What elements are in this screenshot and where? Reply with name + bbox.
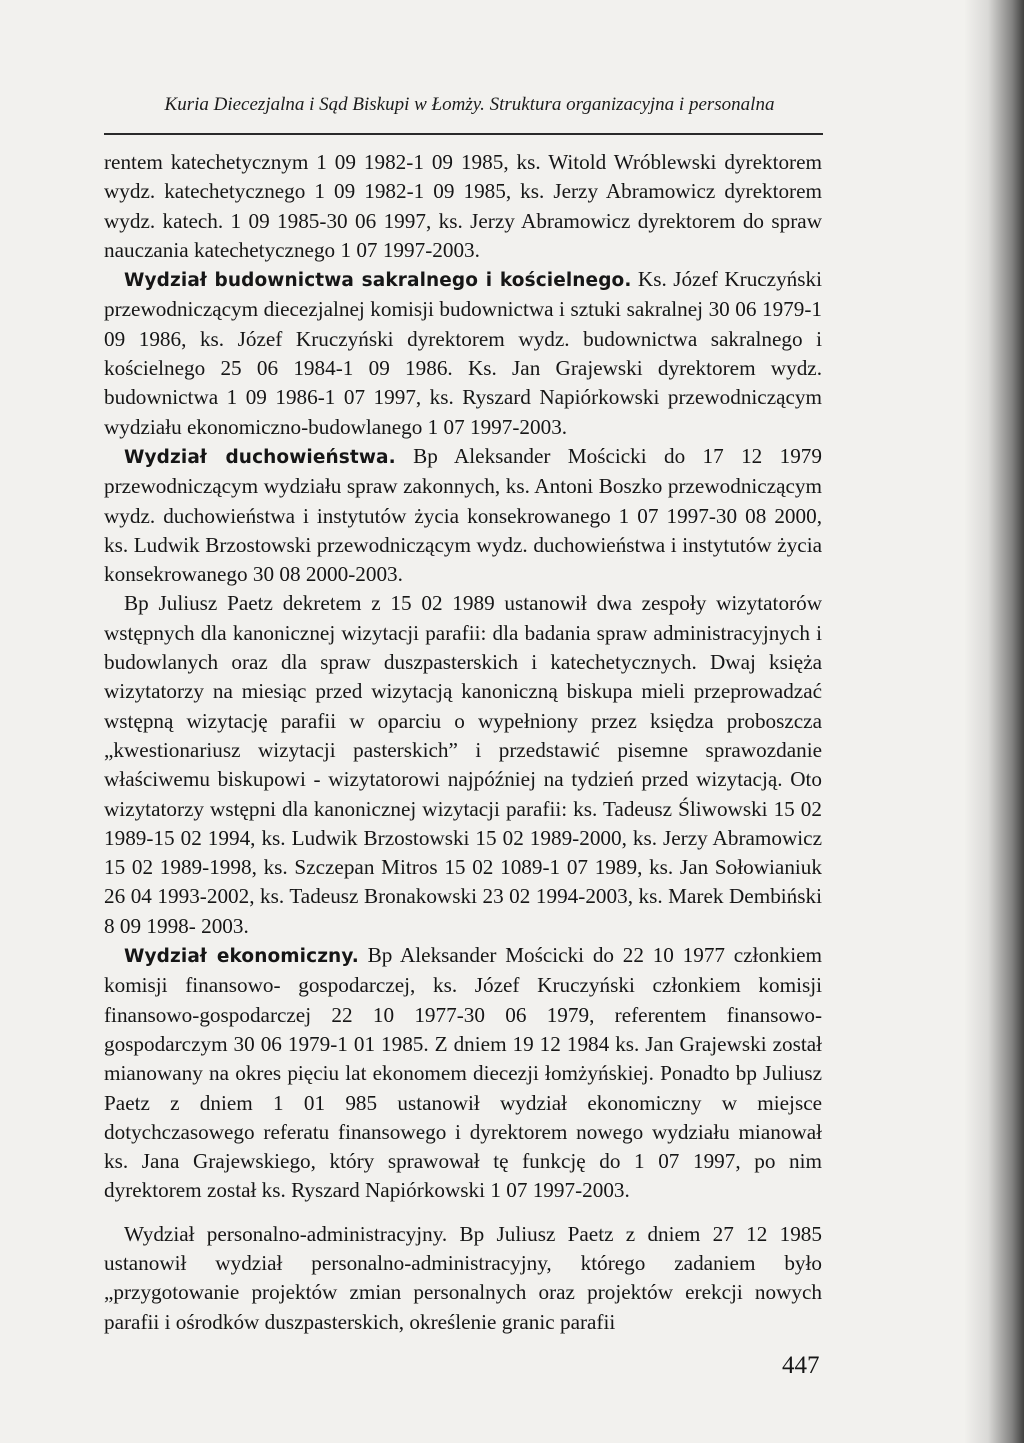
running-head: Kuria Diecezjalna i Sąd Biskupi w Łomży. Struktura organizacyjna i personalna (164, 94, 775, 115)
section-heading-sacral-building: Wydział budownictwa sakralnego i kościelnego. (124, 270, 632, 292)
paragraph-text: Bp Aleksander Mościcki do 17 12 1979 przewodniczącym wydziału spraw zakonnych, ks. Antoni Boszko przewodniczącym wydz. duchowieństwa i instytutów życia konsekrowanego 1 07 1997-30 08 2000, ks. Ludwik Brzostowski przewodniczącym wydz. duchowieństwa i instytutów życia konsekrowanego 30 08 2000-2003. (104, 443, 822, 587)
body-text (104, 148, 822, 1337)
page-number: 447 (782, 1352, 820, 1379)
paragraph-economic (104, 941, 822, 1206)
book-spine-shadow (964, 0, 1024, 1443)
paragraph-visitators (104, 589, 822, 941)
paragraph-sacral-building (104, 265, 822, 442)
paragraph-text: Bp Juliusz Paetz dekretem z 15 02 1989 ustanowił dwa zespoły wizytatorów wstępnych dla kanonicznej wizytacji parafii: dla badania spraw administracyjnych i budowlanych oraz dla spraw duszpasterskich i katechetycznych. Dwaj księża wizytatorzy na miesiąc przed wizytacją kanoniczną biskupa mieli przeprowadzać wstępną wizytację parafii w oparciu o wypełniony przez księdza proboszcza „kwestionariusz wizytacji pasterskich” i przedstawić pisemne sprawozdanie właściwemu biskupowi - wizytatorowi najpóźniej na tydzień przed wizytacją. Oto wizytatorzy wstępni dla kanonicznej wizytacji parafii: ks. Tadeusz Śliwowski 15 02 1989-15 02 1994, ks. Ludwik Brzostowski 15 02 1989-2000, ks. Jerzy Abramowicz 15 02 1989-1998, ks. Szczepan Mitros 15 02 1089-1 07 1989, ks. Jan Sołowianiuk 26 04 1993-2002, ks. Tadeusz Bronakowski 23 02 1994-2003, ks. Marek Dembiński 8 09 1998- 2003. (104, 591, 822, 938)
section-heading-economic: Wydział ekonomiczny. (124, 946, 359, 968)
paragraph-personnel-administrative (104, 1220, 822, 1337)
paragraph-text: Wydział personalno-administracyjny. Bp Juliusz Paetz z dniem 27 12 1985 ustanowił wydział personalno-administracyjny, którego zadaniem było „przygotowanie projektów zmian personalnych oraz projektów erekcji nowych parafii i ośrodków duszpasterskich, określenie granic parafii (104, 1221, 822, 1334)
section-heading-clergy: Wydział duchowieństwa. (124, 446, 396, 468)
paragraph-text: Ks. Józef Kruczyński przewodniczącym diecezjalnej komisji budownictwa i sztuki sakralnej 30 06 1979-1 09 1986, ks. Józef Kruczyński dyrektorem wydz. budownictwa sakralnego i kościelnego 25 06 1984-1 09 1986. Ks. Jan Grajewski dyrektorem wydz. budownictwa 1 09 1986-1 07 1997, ks. Ryszard Napiórkowski przewodniczącym wydziału ekonomiczno-budowlanego 1 07 1997-2003. (104, 267, 823, 439)
paragraph-text: rentem katechetycznym 1 09 1982-1 09 1985, ks. Witold Wróblewski dyrektorem wydz. katechetycznego 1 09 1982-1 09 1985, ks. Jerzy Abramowicz dyrektorem wydz. katech. 1 09 1985-30 06 1997, ks. Jerzy Abramowicz dyrektorem do spraw nauczania katechetycznego 1 07 1997-2003. (104, 150, 822, 262)
header-rule (104, 133, 823, 135)
paragraph-clergy (104, 442, 822, 589)
paragraph-catechetical-continued (104, 148, 822, 265)
paragraph-text: Bp Aleksander Mościcki do 22 10 1977 członkiem komisji finansowo- gospodarczej, ks. Józef Kruczyński członkiem komisji finansowo-gospodarczej 22 10 1977-30 06 1979, referentem finansowo-gospodarczym 30 06 1979-1 01 1985. Z dniem 19 12 1984 ks. Jan Grajewski został mianowany na okres pięciu lat ekonomem diecezji łomżyńskiej. Ponadto bp Juliusz Paetz z dniem 1 01 985 ustanowił wydział ekonomiczny w miejsce dotychczasowego referatu finansowego i dyrektorem nowego wydziału mianował ks. Jana Grajewskiego, który sprawował tę funkcję do 1 07 1997, po nim dyrektorem został ks. Ryszard Napiórkowski 1 07 1997-2003. (104, 943, 822, 1203)
